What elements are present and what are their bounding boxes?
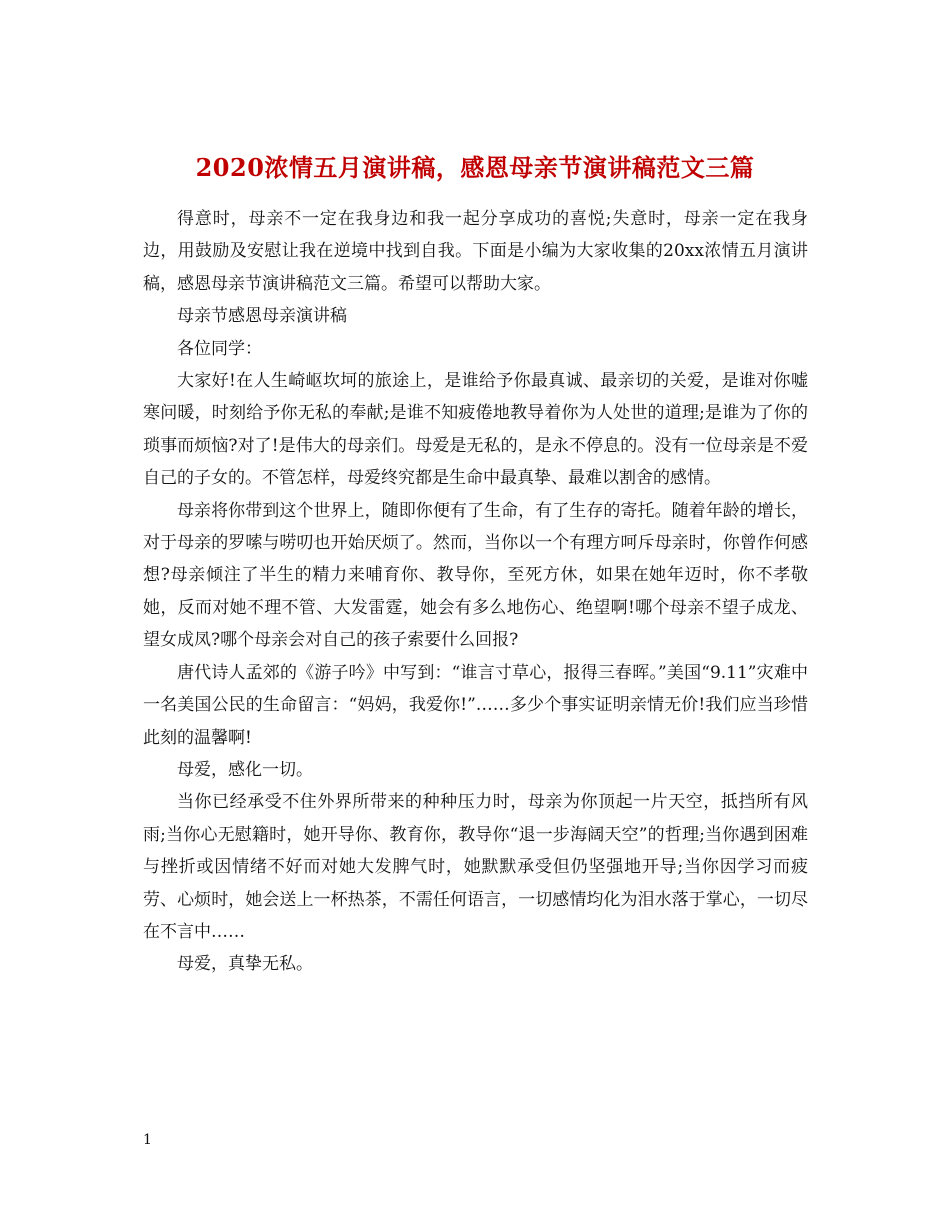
paragraph-body-1: 大家好!在人生崎岖坎坷的旅途上，是谁给予你最真诚、最亲切的关爱，是谁对你嘘寒问暖，时刻给予你无私的奉献;是谁不知疲倦地教导着你为人处世的道理;是谁为了你的琐事而烦恼?对了!是伟大的母亲们。母爱是无私的，是永不停息的。没有一位母亲是不爱自己的子女的。不管怎样，母爱终究都是生命中最真挚、最难以割舍的感情。 — [143, 371, 808, 489]
paragraph-greeting: 各位同学： — [177, 338, 262, 359]
paragraph-heading-2: 母爱，真挚无私。 — [177, 954, 313, 975]
paragraph-subtitle: 母亲节感恩母亲演讲稿 — [177, 306, 347, 327]
paragraph-intro: 得意时，母亲不一定在我身边和我一起分享成功的喜悦;失意时，母亲一定在我身边，用鼓励及安慰让我在逆境中找到自我。下面是小编为大家收集的20xx浓情五月演讲稿，感恩母亲节演讲稿范文三篇。希望可以帮助大家。 — [143, 209, 808, 294]
paragraph-heading-1: 母爱，感化一切。 — [177, 759, 313, 780]
document-body — [143, 203, 808, 981]
paragraph-body-3: 唐代诗人孟郊的《游子吟》中写到：“谁言寸草心，报得三春晖。”美国“9.11”灾难中一名美国公民的生命留言：“妈妈，我爱你!”……多少个事实证明亲情无价!我们应当珍惜此刻的温馨啊! — [143, 662, 808, 748]
paragraph-body-4: 当你已经承受不住外界所带来的种种压力时，母亲为你顶起一片天空，抵挡所有风雨;当你心无慰籍时，她开导你、教育你，教导你“退一步海阔天空”的哲理;当你遇到困难与挫折或因情绪不好而对她大发脾气时，她默默承受但仍坚强地开导;当你因学习而疲劳、心烦时，她会送上一杯热茶，不需任何语言，一切感情均化为泪水落于掌心，一切尽在不言中…… — [143, 792, 808, 942]
page-number: 1 — [143, 1132, 152, 1148]
paragraph-body-2: 母亲将你带到这个世界上，随即你便有了生命，有了生存的寄托。随着年龄的增长，对于母亲的罗嗦与唠叨也开始厌烦了。然而，当你以一个有理方呵斥母亲时，你曾作何感想?母亲倾注了半生的精力来哺育你、教导你，至死方休，如果在她年迈时，你不孝敬她，反而对她不理不管、大发雷霆，她会有多么地伤心、绝望啊!哪个母亲不望子成龙、望女成凤?哪个母亲会对自己的孩子索要什么回报? — [143, 500, 808, 651]
document-title: 2020浓情五月演讲稿，感恩母亲节演讲稿范文三篇 — [195, 153, 755, 183]
